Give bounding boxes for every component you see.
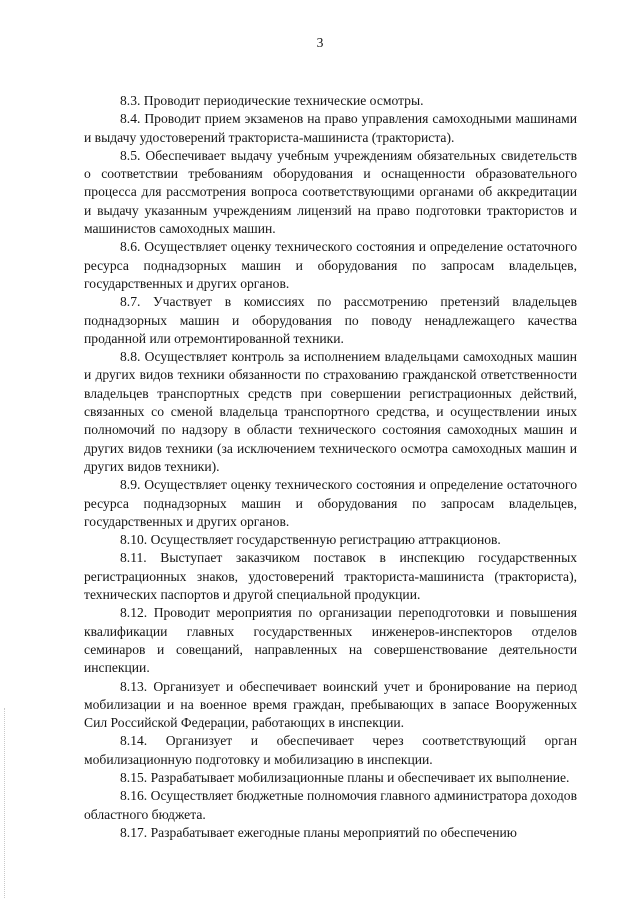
- paragraph-8-5: 8.5. Обеспечивает выдачу учебным учреждениям обязательных свидетельств о соответствии требованиям оборудования и оснащенности образовательного процесса для рассмотрения вопроса соответствующими органами об аккредитации и выдачу указанным учреждениям лицензий на право подготовки трактористов и машинистов самоходных машин.: [84, 147, 577, 237]
- paragraph-8-10: 8.10. Осуществляет государственную регистрацию аттракционов.: [120, 532, 501, 548]
- paragraph-8-9: 8.9. Осуществляет оценку технического состояния и определение остаточного ресурса поднадзорных машин и оборудования по запросам владельцев, государственных и других органов.: [84, 477, 577, 529]
- paragraph-8-12: 8.12. Проводит мероприятия по организации переподготовки и повышения квалификации главных государственных инженеров-инспекторов отделов семинаров и совещаний, направленных на совершенствование деятельности инспекции.: [84, 605, 577, 676]
- page-number: 3: [316, 35, 324, 50]
- paragraph-8-4: 8.4. Проводит прием экзаменов на право управления самоходными машинами и выдачу удостоверений тракториста-машиниста (тракториста).: [84, 111, 577, 145]
- paragraph-8-8: 8.8. Осуществляет контроль за исполнением владельцами самоходных машин и других видов техники обязанности по страхованию гражданской ответственности владельцев транспортных средств при совершении регистрационных действий, связанных со сменой владельца транспортного средства, и осуществлении иных полномочий по надзору в области технического состояния самоходных машин и других видов техники (за исключением технического осмотра самоходных машин и других видов техники).: [84, 349, 577, 474]
- paragraph-8-14: 8.14. Организует и обеспечивает через соответствующий орган мобилизационную подготовку и мобилизацию в инспекции.: [84, 733, 577, 767]
- paragraph-8-6: 8.6. Осуществляет оценку технического состояния и определение остаточного ресурса поднадзорных машин и оборудования по запросам владельцев, государственных и других органов.: [84, 239, 577, 291]
- paragraph-8-15: 8.15. Разрабатывает мобилизационные планы и обеспечивает их выполнение.: [120, 769, 570, 785]
- paragraph-8-11: 8.11. Выступает заказчиком поставок в инспекцию государственных регистрационных знаков, удостоверений тракториста-машиниста (тракториста), технических паспортов и другой специальной продукции.: [84, 550, 577, 603]
- paragraph-8-3: 8.3. Проводит периодические технические осмотры.: [120, 93, 424, 108]
- paragraph-8-16: 8.16. Осуществляет бюджетные полномочия главного администратора доходов областного бюджета.: [84, 788, 577, 822]
- scan-margin-marks: [4, 708, 7, 898]
- paragraph-8-13: 8.13. Организует и обеспечивает воинский учет и бронирование на период мобилизации и на военное время граждан, пребывающих в запасе Вооруженных Сил Российской Федерации, работающих в инспекции.: [84, 678, 577, 731]
- paragraph-8-7: 8.7. Участвует в комиссиях по рассмотрению претензий владельцев поднадзорных машин и оборудования по поводу ненадлежащего качества проданной или отремонтированной техники.: [84, 294, 577, 346]
- document-body: [84, 92, 577, 842]
- paragraph-8-17: 8.17. Разрабатывает ежегодные планы мероприятий по обеспечению: [120, 824, 517, 840]
